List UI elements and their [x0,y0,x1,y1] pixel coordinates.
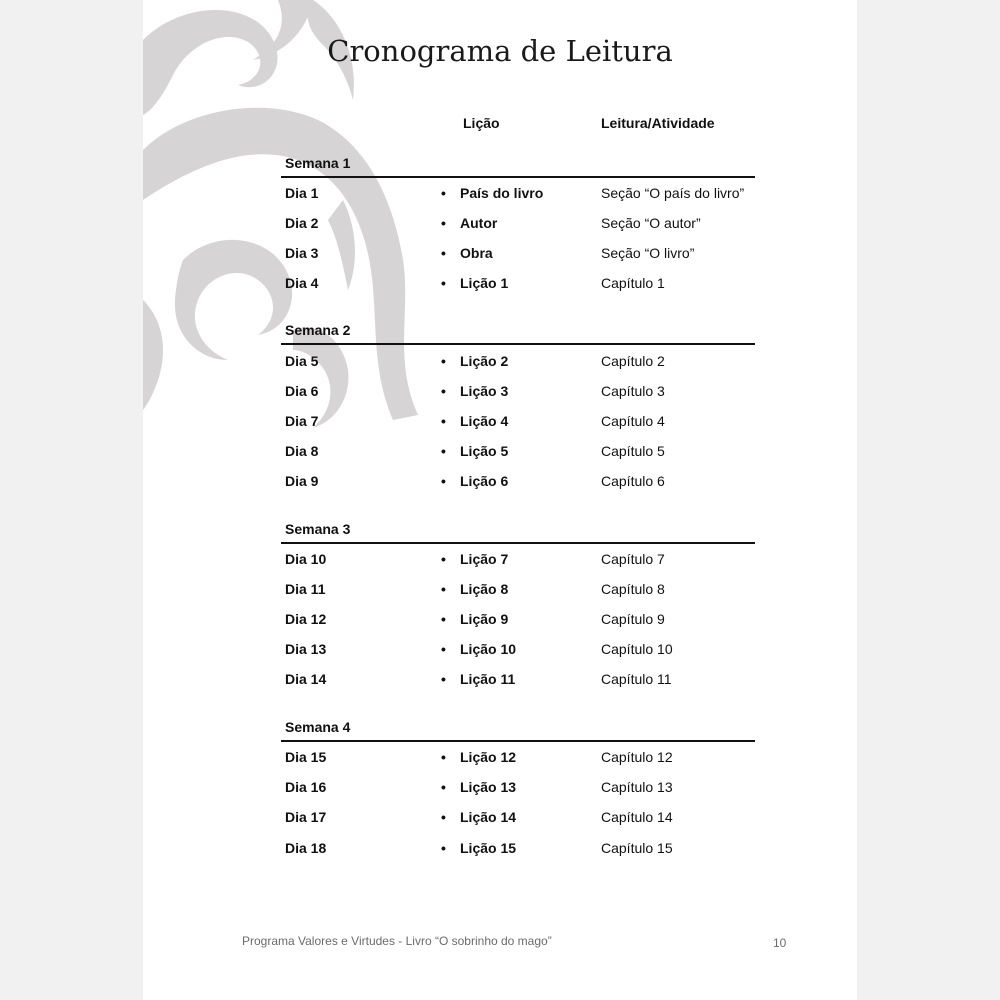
day-label: Dia 9 [285,473,319,489]
schedule-row [143,215,857,235]
schedule-row [143,611,857,631]
reading-label: Capítulo 1 [601,275,665,291]
day-label: Dia 10 [285,551,327,567]
bullet: • [441,809,446,825]
day-label: Dia 1 [285,185,319,201]
bullet: • [441,581,446,597]
schedule-row [143,641,857,661]
bullet: • [441,443,446,459]
lesson-label: Lição 9 [460,611,509,627]
lesson-label: Lição 7 [460,551,509,567]
schedule-row [143,581,857,601]
schedule-row [143,443,857,463]
bullet: • [441,641,446,657]
bullet: • [441,185,446,201]
day-label: Dia 17 [285,809,327,825]
schedule-row [143,551,857,571]
reading-label: Capítulo 7 [601,551,665,567]
week-divider [281,176,755,178]
bullet: • [441,383,446,399]
lesson-label: Lição 3 [460,383,509,399]
lesson-label: Lição 12 [460,749,517,765]
lesson-label: Autor [460,215,498,231]
lesson-label: Lição 14 [460,809,517,825]
bullet: • [441,275,446,291]
lesson-label: Lição 11 [460,671,516,687]
bullet: • [441,245,446,261]
lesson-label: Obra [460,245,493,261]
bullet: • [441,671,446,687]
day-label: Dia 15 [285,749,327,765]
lesson-label: Lição 5 [460,443,509,459]
schedule-row [143,245,857,265]
day-label: Dia 3 [285,245,319,261]
bullet: • [441,215,446,231]
reading-label: Capítulo 12 [601,749,673,765]
lesson-label: Lição 13 [460,779,517,795]
week-divider [281,542,755,544]
schedule-row [143,749,857,769]
day-label: Dia 12 [285,611,327,627]
bullet: • [441,353,446,369]
reading-label: Capítulo 5 [601,443,665,459]
schedule-row [143,809,857,829]
reading-label: Capítulo 6 [601,473,665,489]
schedule-row [143,185,857,205]
bullet: • [441,413,446,429]
lesson-label: País do livro [460,185,544,201]
day-label: Dia 14 [285,671,327,687]
reading-label: Capítulo 11 [601,671,672,687]
reading-label: Seção “O país do livro” [601,185,745,201]
lesson-label: Lição 15 [460,840,517,856]
week-label-1: Semana 1 [285,155,351,171]
bullet: • [441,473,446,489]
bullet: • [441,551,446,567]
reading-label: Capítulo 9 [601,611,665,627]
schedule-row [143,840,857,860]
day-label: Dia 5 [285,353,319,369]
schedule-row [143,275,857,295]
lesson-label: Lição 8 [460,581,509,597]
reading-label: Capítulo 14 [601,809,673,825]
day-label: Dia 8 [285,443,319,459]
schedule-row [143,353,857,373]
column-header-reading: Leitura/Atividade [601,115,715,131]
day-label: Dia 2 [285,215,319,231]
schedule-row [143,473,857,493]
week-label-4: Semana 4 [285,719,351,735]
schedule-row [143,779,857,799]
day-label: Dia 16 [285,779,327,795]
document-page [143,0,857,1000]
day-label: Dia 4 [285,275,319,291]
bullet: • [441,611,446,627]
week-divider [281,740,755,742]
week-divider [281,343,755,345]
lesson-label: Lição 1 [460,275,509,291]
reading-label: Seção “O livro” [601,245,695,261]
reading-label: Capítulo 10 [601,641,673,657]
page-number: 10 [773,936,787,950]
reading-label: Capítulo 15 [601,840,673,856]
page-title: Cronograma de Leitura [327,34,673,68]
day-label: Dia 18 [285,840,327,856]
lesson-label: Lição 4 [460,413,509,429]
reading-label: Capítulo 8 [601,581,665,597]
lesson-label: Lição 6 [460,473,509,489]
day-label: Dia 6 [285,383,319,399]
day-label: Dia 13 [285,641,327,657]
column-header-lesson: Lição [463,115,500,131]
day-label: Dia 7 [285,413,319,429]
schedule-row [143,383,857,403]
footer-text: Programa Valores e Virtudes - Livro “O sobrinho do mago” [242,934,552,948]
schedule-row [143,413,857,433]
lesson-label: Lição 2 [460,353,509,369]
bullet: • [441,840,446,856]
week-label-3: Semana 3 [285,521,351,537]
reading-label: Capítulo 3 [601,383,665,399]
day-label: Dia 11 [285,581,326,597]
reading-label: Capítulo 2 [601,353,665,369]
reading-label: Capítulo 13 [601,779,673,795]
week-label-2: Semana 2 [285,322,351,338]
reading-label: Seção “O autor” [601,215,701,231]
reading-label: Capítulo 4 [601,413,665,429]
bullet: • [441,749,446,765]
lesson-label: Lição 10 [460,641,517,657]
bullet: • [441,779,446,795]
schedule-row [143,671,857,691]
